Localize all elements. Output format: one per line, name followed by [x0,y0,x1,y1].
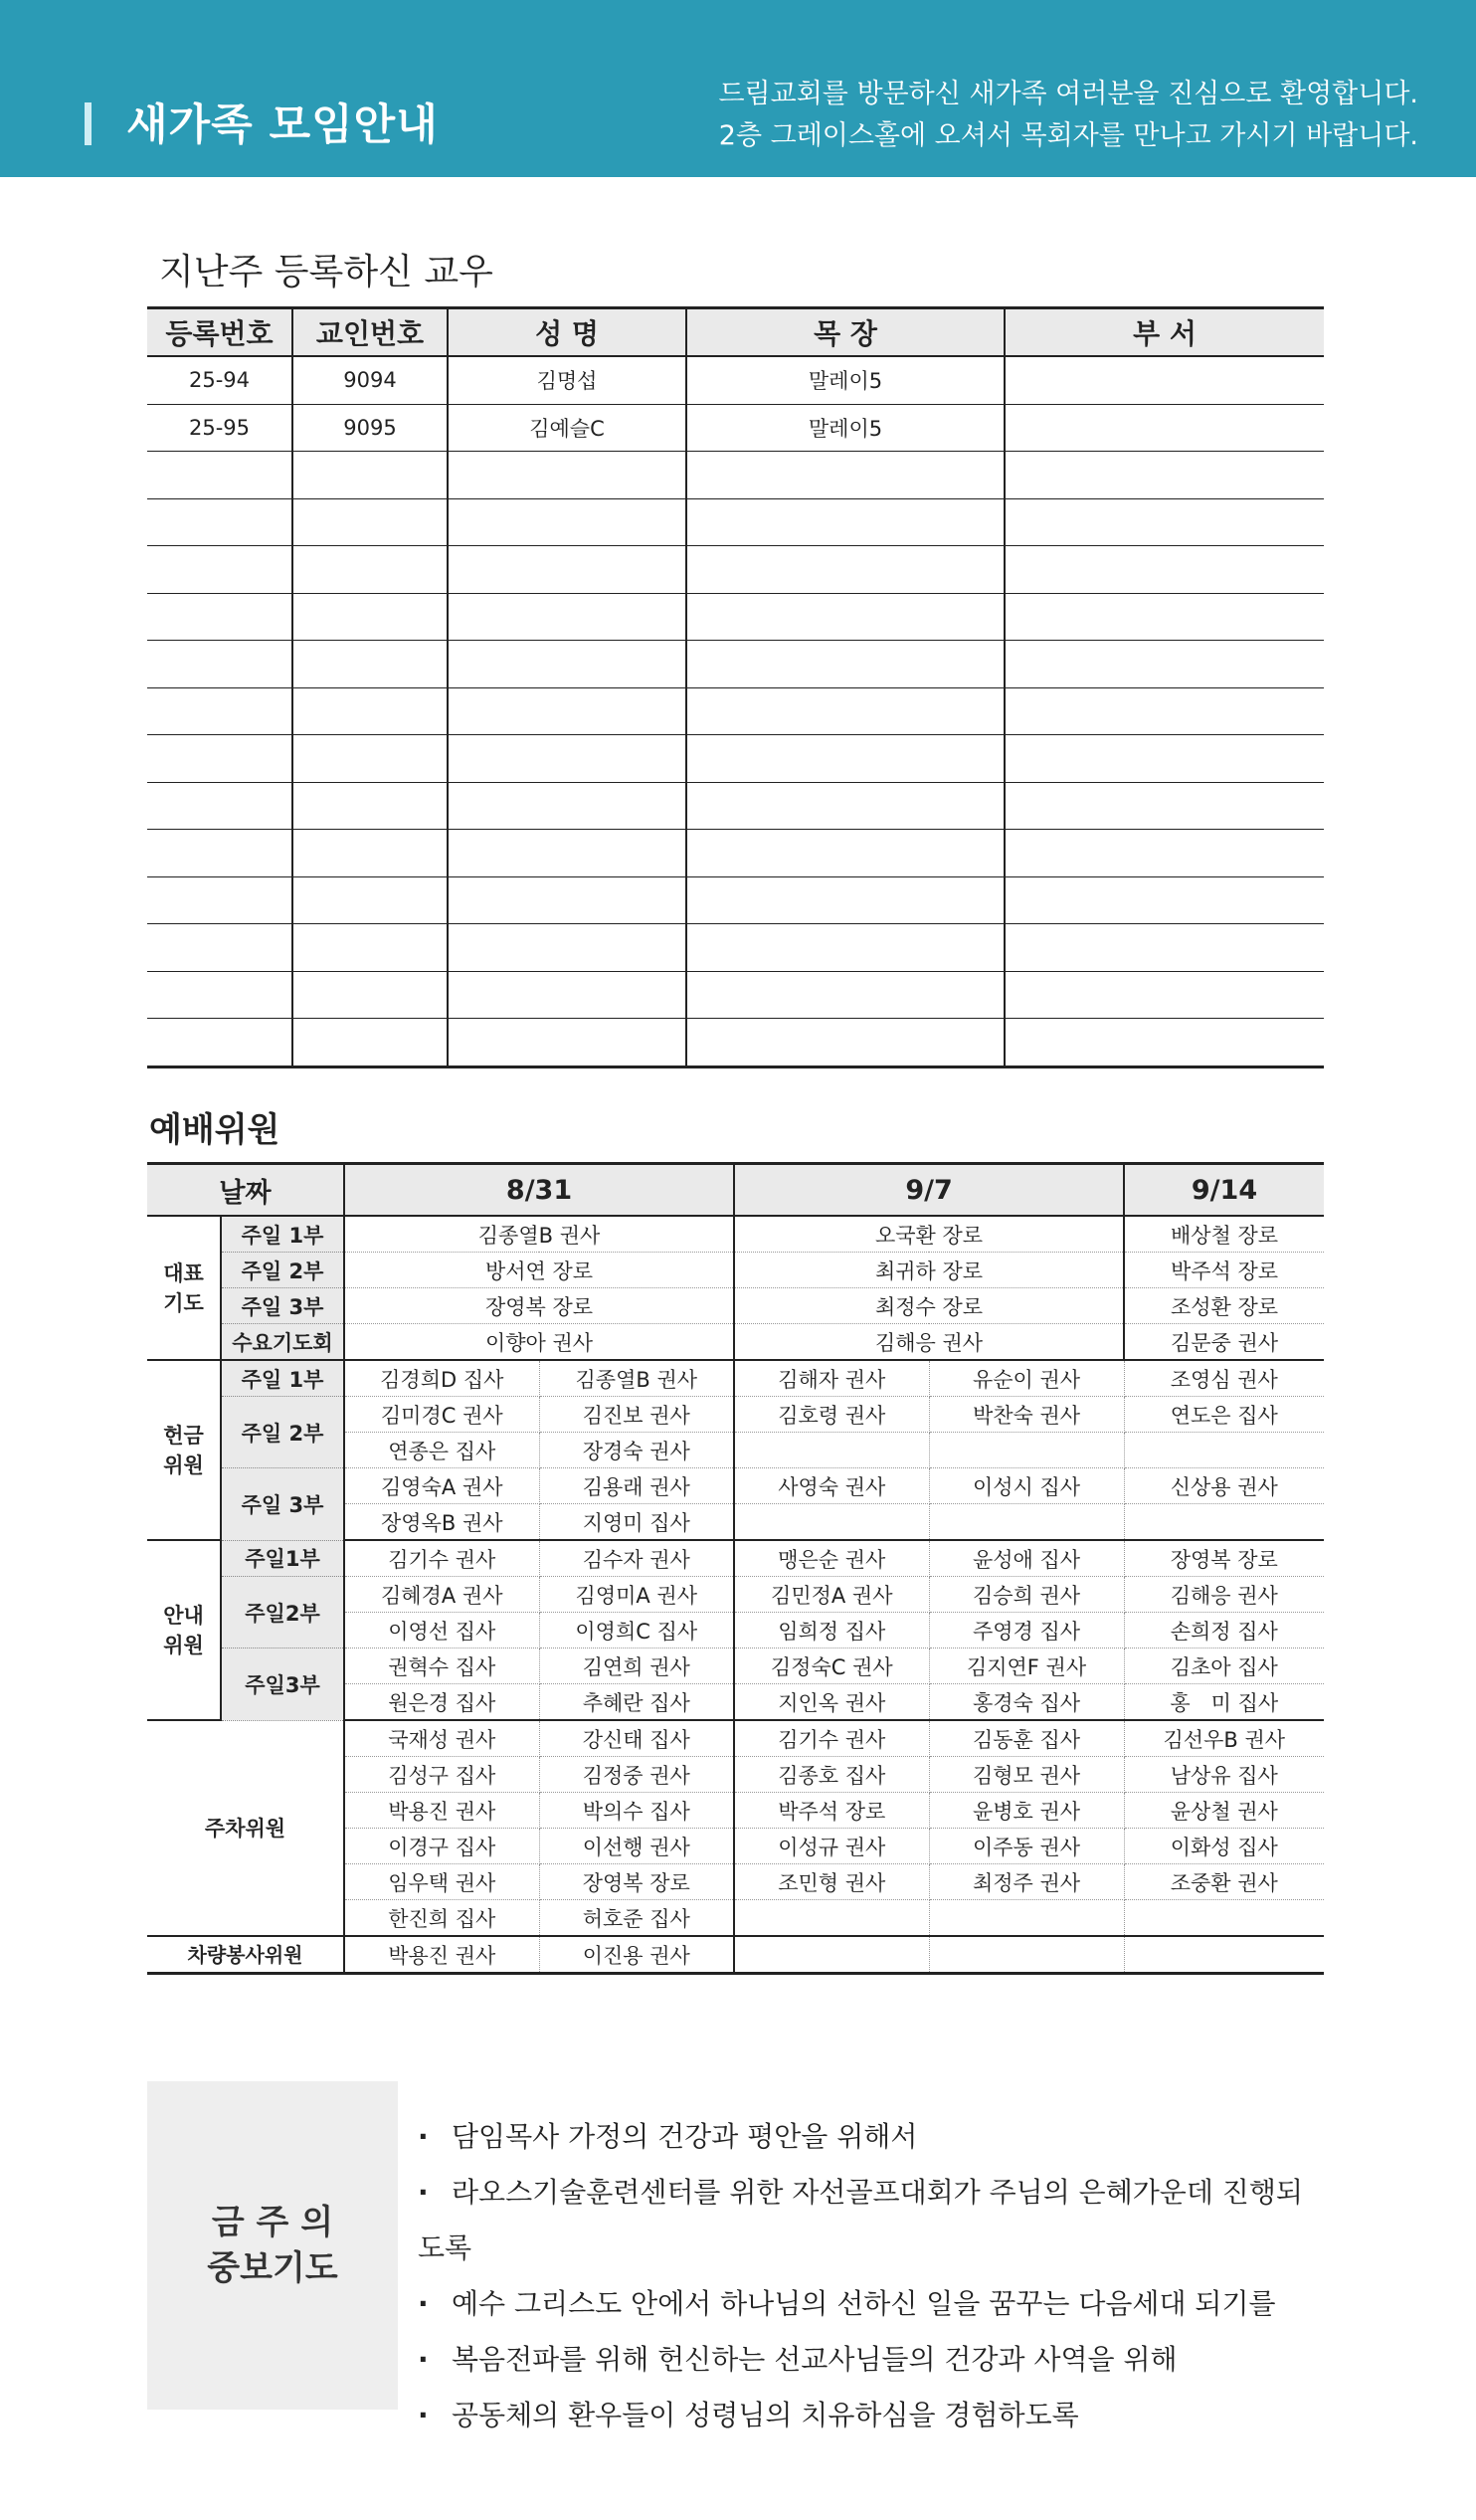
person-cell: 이영선 집사 [344,1613,539,1648]
registered-cell [292,593,448,641]
person-cell: 이성시 집사 [929,1468,1124,1504]
date-header: 8/31 [344,1164,734,1217]
registered-table-body [147,356,1324,1066]
person-cell [929,1936,1124,1974]
date-header: 9/14 [1124,1164,1324,1217]
registered-cell [448,782,686,830]
person-cell: 배상철 장로 [1124,1216,1324,1253]
welcome-line-2: 2층 그레이스홀에 오셔서 목회자를 만나고 가시기 바랍니다. [718,120,1418,151]
registered-cell [686,593,1005,641]
title-accent-bar [85,102,92,145]
registered-cell [448,971,686,1019]
person-cell: 주영경 집사 [929,1613,1124,1648]
registered-row [147,830,1324,877]
registered-cell [686,546,1005,594]
registered-cell [1005,498,1324,546]
prayer-title-line-2: 중보기도 [207,2248,338,2288]
registered-cell [1005,782,1324,830]
person-cell: 박의수 집사 [539,1793,734,1829]
registered-cell [448,498,686,546]
registered-column-header: 부 서 [1005,308,1324,357]
person-cell: 손희정 집사 [1124,1613,1324,1648]
registered-cell [448,593,686,641]
registered-cell [147,641,292,688]
registered-cell: 9095 [292,404,448,452]
registered-row [147,971,1324,1019]
page-title: 새가족 모임안내 [126,100,439,150]
registered-cell [292,924,448,972]
registered-cell: 말레이5 [686,404,1005,452]
registered-cell [686,830,1005,877]
registered-cell [147,830,292,877]
person-cell: 강신태 집사 [539,1720,734,1757]
person-cell: 장영복 장로 [1124,1540,1324,1577]
registered-row [147,1019,1324,1067]
service-label: 주일 3부 [221,1468,344,1541]
prayer-item: · 라오스기술훈련센터를 위한 자선골프대회가 주님의 은혜가운데 진행되도록 [418,2165,1309,2276]
prayer-group-label: 대표 기도 [147,1216,221,1360]
registered-cell: 말레이5 [686,356,1005,404]
prayer-duty-row [147,1324,1324,1361]
registered-cell [686,971,1005,1019]
person-cell: 김선우B 권사 [1124,1720,1324,1757]
registered-cell [147,971,292,1019]
registered-cell [147,924,292,972]
person-cell: 김성구 집사 [344,1757,539,1793]
person-cell: 허호준 집사 [539,1900,734,1937]
person-cell: 이선행 권사 [539,1829,734,1864]
person-cell [1124,1936,1324,1974]
person-cell: 김종열B 권사 [344,1216,734,1253]
registered-cell [686,1019,1005,1067]
registered-cell [448,452,686,499]
person-cell [929,1504,1124,1541]
prayer-item: · 예수 그리스도 안에서 하나님의 선하신 일을 꿈꾸는 다음세대 되기를 [418,2276,1309,2332]
prayer-item: · 공동체의 환우들이 성령님의 치유하심을 경험하도록 [418,2388,1309,2443]
person-cell: 윤상철 권사 [1124,1793,1324,1829]
registered-cell [147,735,292,783]
registered-row [147,924,1324,972]
registered-column-header: 목 장 [686,308,1005,357]
person-cell: 사영숙 권사 [734,1468,929,1504]
person-cell: 김연희 권사 [539,1648,734,1684]
person-cell: 장영복 장로 [539,1864,734,1900]
registered-cell: 9094 [292,356,448,404]
registered-cell [1005,687,1324,735]
prayer-duty-row [147,1216,1324,1253]
person-cell: 김해응 권사 [1124,1577,1324,1613]
person-cell: 조영심 권사 [1124,1360,1324,1397]
registered-column-header: 성 명 [448,308,686,357]
registered-cell [292,782,448,830]
person-cell: 김승희 권사 [929,1577,1124,1613]
registered-cell [686,876,1005,924]
prayer-list-panel [398,2081,1309,2431]
registered-row [147,356,1324,404]
person-cell [734,1433,929,1468]
person-cell [1124,1433,1324,1468]
registered-cell [1005,546,1324,594]
registered-row [147,498,1324,546]
registered-cell [292,498,448,546]
prayer-duty-row [147,1253,1324,1288]
parking-row [147,1720,1324,1757]
person-cell [1124,1900,1324,1937]
prayer-box [147,2081,1309,2431]
person-cell: 이화성 집사 [1124,1829,1324,1864]
person-cell: 최정주 권사 [929,1864,1124,1900]
registered-table-header [147,308,1324,357]
registered-cell [686,687,1005,735]
person-cell: 이주동 권사 [929,1829,1124,1864]
prayer-list [398,2081,1309,2443]
person-cell: 홍경숙 집사 [929,1684,1124,1721]
person-cell: 방서연 장로 [344,1253,734,1288]
person-cell [734,1900,929,1937]
registered-table [147,306,1324,1068]
person-cell: 김동훈 집사 [929,1720,1124,1757]
registered-row [147,735,1324,783]
person-cell: 임우택 권사 [344,1864,539,1900]
registered-cell [448,546,686,594]
person-cell: 김종열B 권사 [539,1360,734,1397]
person-cell: 박주석 장로 [1124,1253,1324,1288]
registered-cell: 25-95 [147,404,292,452]
vehicle-label: 차량봉사위원 [147,1936,344,1974]
person-cell [734,1504,929,1541]
person-cell: 김영숙A 권사 [344,1468,539,1504]
person-cell: 김영미A 권사 [539,1577,734,1613]
welcome-message [718,74,1418,157]
header-banner [0,0,1476,177]
registered-cell [448,735,686,783]
registered-cell [686,782,1005,830]
registered-cell [1005,924,1324,972]
registered-cell [1005,593,1324,641]
person-cell: 김수자 권사 [539,1540,734,1577]
person-cell [734,1936,929,1974]
person-cell: 연종은 집사 [344,1433,539,1468]
registered-cell [1005,356,1324,404]
registered-row [147,782,1324,830]
registered-cell [147,546,292,594]
registered-cell [448,876,686,924]
person-cell: 이진용 권사 [539,1936,734,1974]
service-label: 주일 3부 [221,1288,344,1324]
registered-cell [292,735,448,783]
registered-cell [147,593,292,641]
person-cell: 조중환 권사 [1124,1864,1324,1900]
registered-cell [448,687,686,735]
person-cell: 추혜란 집사 [539,1684,734,1721]
registered-row [147,546,1324,594]
worship-committee-table [147,1162,1324,1975]
offering-row [147,1397,1324,1433]
person-cell: 김형모 권사 [929,1757,1124,1793]
person-cell: 김기수 권사 [734,1720,929,1757]
person-cell: 김혜경A 권사 [344,1577,539,1613]
registered-cell [292,1019,448,1067]
person-cell: 김미경C 권사 [344,1397,539,1433]
service-label: 주일 2부 [221,1253,344,1288]
registered-cell [292,452,448,499]
person-cell: 권혁수 집사 [344,1648,539,1684]
vehicle-row [147,1936,1324,1974]
service-label: 수요기도회 [221,1324,344,1361]
registered-cell [292,876,448,924]
person-cell: 김해자 권사 [734,1360,929,1397]
person-cell: 김호령 권사 [734,1397,929,1433]
person-cell [929,1433,1124,1468]
registered-cell [147,876,292,924]
registered-column-header: 등록번호 [147,308,292,357]
person-cell: 최귀하 장로 [734,1253,1124,1288]
worship-header-row [147,1164,1324,1217]
offering-group-label: 헌금 위원 [147,1360,221,1540]
person-cell: 오국환 장로 [734,1216,1124,1253]
registered-cell: 김명섭 [448,356,686,404]
service-label: 주일 1부 [221,1216,344,1253]
service-label: 주일 1부 [221,1360,344,1397]
guide-group-label: 안내 위원 [147,1540,221,1720]
person-cell: 이경구 집사 [344,1829,539,1864]
person-cell: 김정중 권사 [539,1757,734,1793]
person-cell: 윤병호 권사 [929,1793,1124,1829]
person-cell: 홍 미 집사 [1124,1684,1324,1721]
person-cell: 이향아 권사 [344,1324,734,1361]
registered-cell [292,641,448,688]
person-cell: 김종호 집사 [734,1757,929,1793]
registered-cell [686,924,1005,972]
registered-cell [1005,876,1324,924]
registered-cell [448,924,686,972]
person-cell: 장영복 장로 [344,1288,734,1324]
registered-cell [147,687,292,735]
person-cell: 지영미 집사 [539,1504,734,1541]
registered-row [147,593,1324,641]
worship-title: 예배위원 [149,1110,280,1150]
registered-row [147,641,1324,688]
guide-row [147,1577,1324,1613]
registered-cell [1005,735,1324,783]
person-cell: 박용진 권사 [344,1793,539,1829]
person-cell: 김기수 권사 [344,1540,539,1577]
person-cell: 국재성 권사 [344,1720,539,1757]
person-cell: 박용진 권사 [344,1936,539,1974]
registered-row [147,687,1324,735]
person-cell [929,1900,1124,1937]
registered-cell [1005,830,1324,877]
registered-cell [147,782,292,830]
registered-cell: 25-94 [147,356,292,404]
registered-cell [448,641,686,688]
registered-cell [292,971,448,1019]
service-label: 주일 2부 [221,1397,344,1468]
person-cell: 장경숙 권사 [539,1433,734,1468]
registered-cell [1005,452,1324,499]
prayer-item: · 담임목사 가정의 건강과 평안을 위해서 [418,2109,1309,2165]
registered-row [147,876,1324,924]
person-cell: 박찬숙 권사 [929,1397,1124,1433]
person-cell: 임희정 집사 [734,1613,929,1648]
registered-cell [1005,641,1324,688]
person-cell: 이성규 권사 [734,1829,929,1864]
person-cell: 조민형 권사 [734,1864,929,1900]
person-cell: 김정숙C 권사 [734,1648,929,1684]
date-label: 날짜 [147,1164,344,1217]
registered-cell [686,641,1005,688]
person-cell: 김문중 권사 [1124,1324,1324,1361]
offering-row [147,1360,1324,1397]
person-cell: 원은경 집사 [344,1684,539,1721]
registered-cell: 김예슬C [448,404,686,452]
person-cell: 유순이 권사 [929,1360,1124,1397]
person-cell: 남상유 집사 [1124,1757,1324,1793]
person-cell: 김지연F 권사 [929,1648,1124,1684]
person-cell: 김초아 집사 [1124,1648,1324,1684]
date-header: 9/7 [734,1164,1124,1217]
registered-cell [147,498,292,546]
person-cell: 김진보 권사 [539,1397,734,1433]
person-cell: 윤성애 집사 [929,1540,1124,1577]
offering-row [147,1468,1324,1504]
registered-cell [1005,1019,1324,1067]
registered-row [147,404,1324,452]
person-cell: 김민정A 권사 [734,1577,929,1613]
registered-title: 지난주 등록하신 교우 [159,252,493,292]
person-cell: 김경희D 집사 [344,1360,539,1397]
registered-cell [1005,971,1324,1019]
person-cell [1124,1504,1324,1541]
person-cell: 김용래 권사 [539,1468,734,1504]
person-cell: 김해응 권사 [734,1324,1124,1361]
person-cell: 한진희 집사 [344,1900,539,1937]
person-cell: 최정수 장로 [734,1288,1124,1324]
service-label: 주일2부 [221,1577,344,1648]
registered-cell [147,1019,292,1067]
person-cell: 연도은 집사 [1124,1397,1324,1433]
person-cell: 이영희C 집사 [539,1613,734,1648]
person-cell: 장영옥B 권사 [344,1504,539,1541]
person-cell: 신상용 권사 [1124,1468,1324,1504]
registered-cell [686,452,1005,499]
person-cell: 맹은순 권사 [734,1540,929,1577]
person-cell: 조성환 장로 [1124,1288,1324,1324]
worship-table-body [147,1164,1324,1974]
guide-row [147,1540,1324,1577]
welcome-line-1: 드림교회를 방문하신 새가족 여러분을 진심으로 환영합니다. [718,79,1418,109]
registered-column-header: 교인번호 [292,308,448,357]
prayer-duty-row [147,1288,1324,1324]
registered-cell [686,735,1005,783]
prayer-title-line-1: 금 주 의 [211,2203,334,2242]
registered-cell [1005,404,1324,452]
parking-label: 주차위원 [147,1720,344,1936]
person-cell: 박주석 장로 [734,1793,929,1829]
service-label: 주일1부 [221,1540,344,1577]
person-cell: 지인옥 권사 [734,1684,929,1721]
registered-cell [686,498,1005,546]
registered-cell [292,546,448,594]
registered-cell [448,1019,686,1067]
registered-cell [292,687,448,735]
registered-cell [292,830,448,877]
guide-row [147,1648,1324,1684]
prayer-title [147,2081,398,2410]
prayer-item: · 복음전파를 위해 헌신하는 선교사님들의 건강과 사역을 위해 [418,2332,1309,2388]
service-label: 주일3부 [221,1648,344,1721]
registered-cell [147,452,292,499]
registered-cell [448,830,686,877]
registered-row [147,452,1324,499]
